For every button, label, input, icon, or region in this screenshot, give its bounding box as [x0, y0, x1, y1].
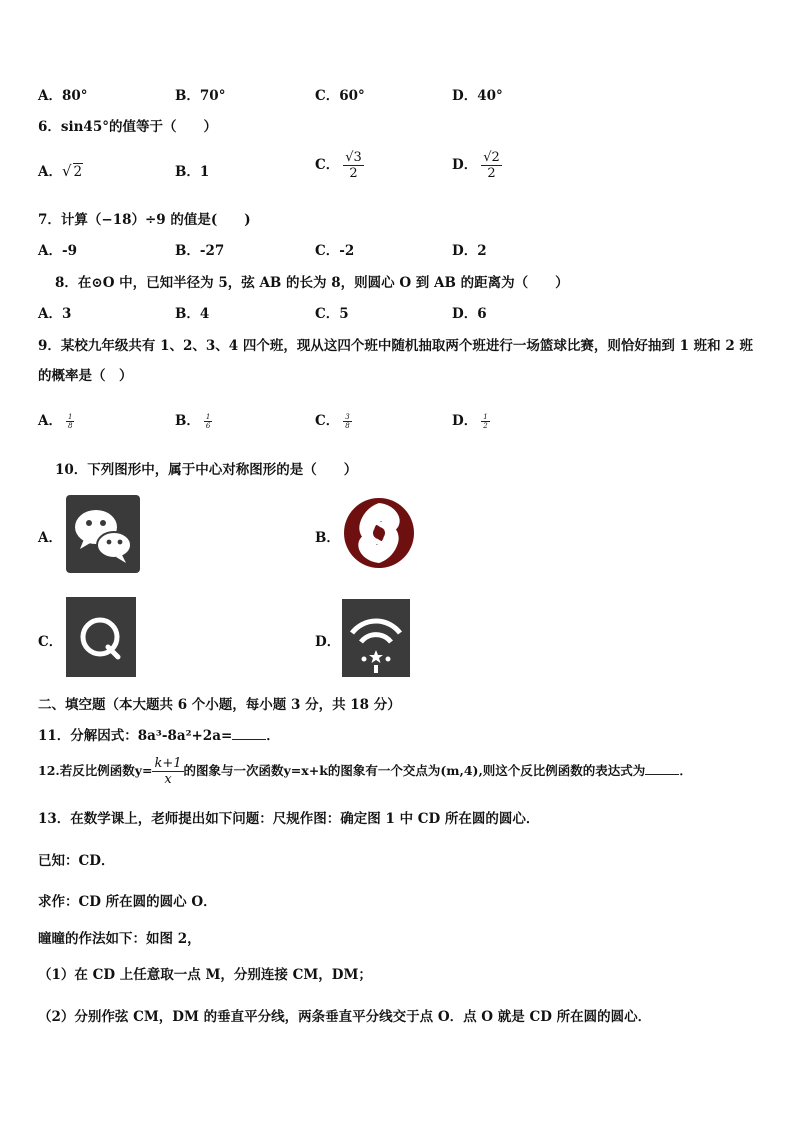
- q10-stem: 10．下列图形中，属于中心对称图形的是（ ）: [55, 462, 358, 478]
- q9-option-b-num: 1: [205, 413, 211, 421]
- q9-option-b-label: B．: [175, 413, 200, 429]
- q8-option-c: C．5: [315, 306, 349, 322]
- q5-option-d: D．40°: [452, 88, 503, 104]
- q9-stem-line2: 的概率是（ ）: [38, 368, 133, 384]
- phoenix-swirl-logo-icon: [340, 495, 418, 571]
- wifi-signal-logo-icon: [342, 599, 410, 677]
- q6-option-c-num: √3: [345, 150, 362, 165]
- q5-option-a: A．80°: [38, 88, 88, 104]
- q9-option-b: [175, 409, 212, 430]
- q9-option-d-den: 2: [483, 422, 488, 430]
- q11-end: ．: [266, 728, 280, 744]
- q6-stem: 6．sin45°的值等于（ ）: [38, 119, 217, 135]
- q9-stem-line1: 9．某校九年级共有 1、2、3、4 四个班，现从这四个班中随机抽取两个班进行一场篮球比赛，则恰好抽到 1 班和 2 班: [38, 338, 753, 354]
- q6-option-b: B．1: [175, 164, 210, 180]
- q10-option-c-label: C．: [38, 634, 63, 650]
- q6-option-c-den: 2: [349, 166, 358, 181]
- sqrt-sign-icon: √: [61, 162, 72, 180]
- q6-option-a-label: A．: [38, 164, 62, 180]
- q6-option-a-radicand: 2: [73, 164, 83, 180]
- q6-option-a: [38, 160, 83, 180]
- q9-option-a-num: 1: [67, 413, 73, 421]
- q13-line1: 13．在数学课上，老师提出如下问题：尺规作图：确定图 1 中 CD 所在圆的圆心．: [38, 811, 540, 827]
- q6-option-d-label: D．: [452, 157, 478, 173]
- q12-frac-den: x: [164, 772, 172, 787]
- q11-line: [38, 724, 280, 744]
- q9-option-c: [315, 409, 352, 430]
- section-2-heading: 二、填空题（本大题共 6 个小题，每小题 3 分，共 18 分）: [38, 697, 401, 713]
- q9-option-d-label: D．: [452, 413, 478, 429]
- q7-stem: 7．计算（−18）÷9 的值是( ): [38, 212, 251, 228]
- q6-option-c: [315, 150, 364, 181]
- q8-stem: 8．在⊙O 中，已知半径为 5，弦 AB 的长为 8，则圆心 O 到 AB 的距离为（ ）: [55, 275, 569, 291]
- q5-option-c: C．60°: [315, 88, 365, 104]
- q6-option-d: [452, 150, 502, 181]
- q8-option-d: D．6: [452, 306, 487, 322]
- q13-line5: （1）在 CD 上任意取一点 M，分别连接 CM，DM；: [38, 967, 372, 983]
- q7-option-b: B．-27: [175, 243, 225, 259]
- q12-end: ．: [679, 763, 692, 778]
- q9-option-a-label: A．: [38, 413, 62, 429]
- q7-option-d: D．2: [452, 243, 487, 259]
- q9-option-c-fraction: [343, 413, 351, 430]
- q10-option-d-label: D．: [315, 634, 341, 650]
- q9-option-d: [452, 409, 490, 430]
- q12-fraction: [152, 756, 183, 787]
- q13-line6: （2）分别作弦 CM，DM 的垂直平分线，两条垂直平分线交于点 O．点 O 就是 CD 所在圆的圆心．: [38, 1009, 652, 1025]
- wechat-logo-icon: [66, 495, 140, 573]
- q9-option-a-fraction: [66, 413, 74, 430]
- q13-line2: 已知：CD．: [38, 853, 115, 869]
- q6-option-d-fraction: [481, 150, 502, 181]
- q9-option-a-den: 8: [67, 422, 73, 430]
- q9-option-d-num: 1: [483, 413, 488, 421]
- q13-line4: 曈曈的作法如下：如图 2，: [38, 931, 201, 947]
- q12-answer-blank: [645, 762, 679, 775]
- q11-answer-blank: [232, 727, 266, 740]
- q6-option-c-fraction: [343, 150, 364, 181]
- q11-text: 11．分解因式：8a³-8a²+2a=: [38, 728, 233, 744]
- q9-option-d-fraction: [481, 413, 489, 430]
- q8-option-b: B．4: [175, 306, 210, 322]
- q9-option-c-label: C．: [315, 413, 340, 429]
- q6-option-d-den: 2: [487, 166, 496, 181]
- q6-option-d-num: √2: [483, 150, 500, 165]
- q10-option-a-label: A．: [38, 530, 62, 546]
- q5-option-b: B．70°: [175, 88, 226, 104]
- q12-post: 的图象与一次函数y=x+k的图象有一个交点为(m,4),则这个反比例函数的表达式为: [183, 763, 646, 778]
- q9-option-c-num: 3: [345, 413, 350, 421]
- q12-line: [38, 756, 692, 787]
- q9-option-c-den: 8: [345, 422, 350, 430]
- q12-pre: 12.若反比例函数y=: [38, 763, 153, 778]
- q10-option-b-label: B．: [315, 530, 340, 546]
- q7-option-a: A．-9: [38, 243, 77, 259]
- q9-option-a: [38, 409, 74, 430]
- search-q-logo-icon: [66, 597, 136, 677]
- q12-frac-num: k+1: [154, 756, 182, 771]
- q6-option-c-label: C．: [315, 157, 340, 173]
- q8-option-a: A．3: [38, 306, 72, 322]
- q7-option-c: C．-2: [315, 243, 355, 259]
- q13-line3: 求作：CD 所在圆的圆心 O．: [38, 894, 217, 910]
- q9-option-b-den: 6: [205, 422, 211, 430]
- q9-option-b-fraction: [204, 413, 212, 430]
